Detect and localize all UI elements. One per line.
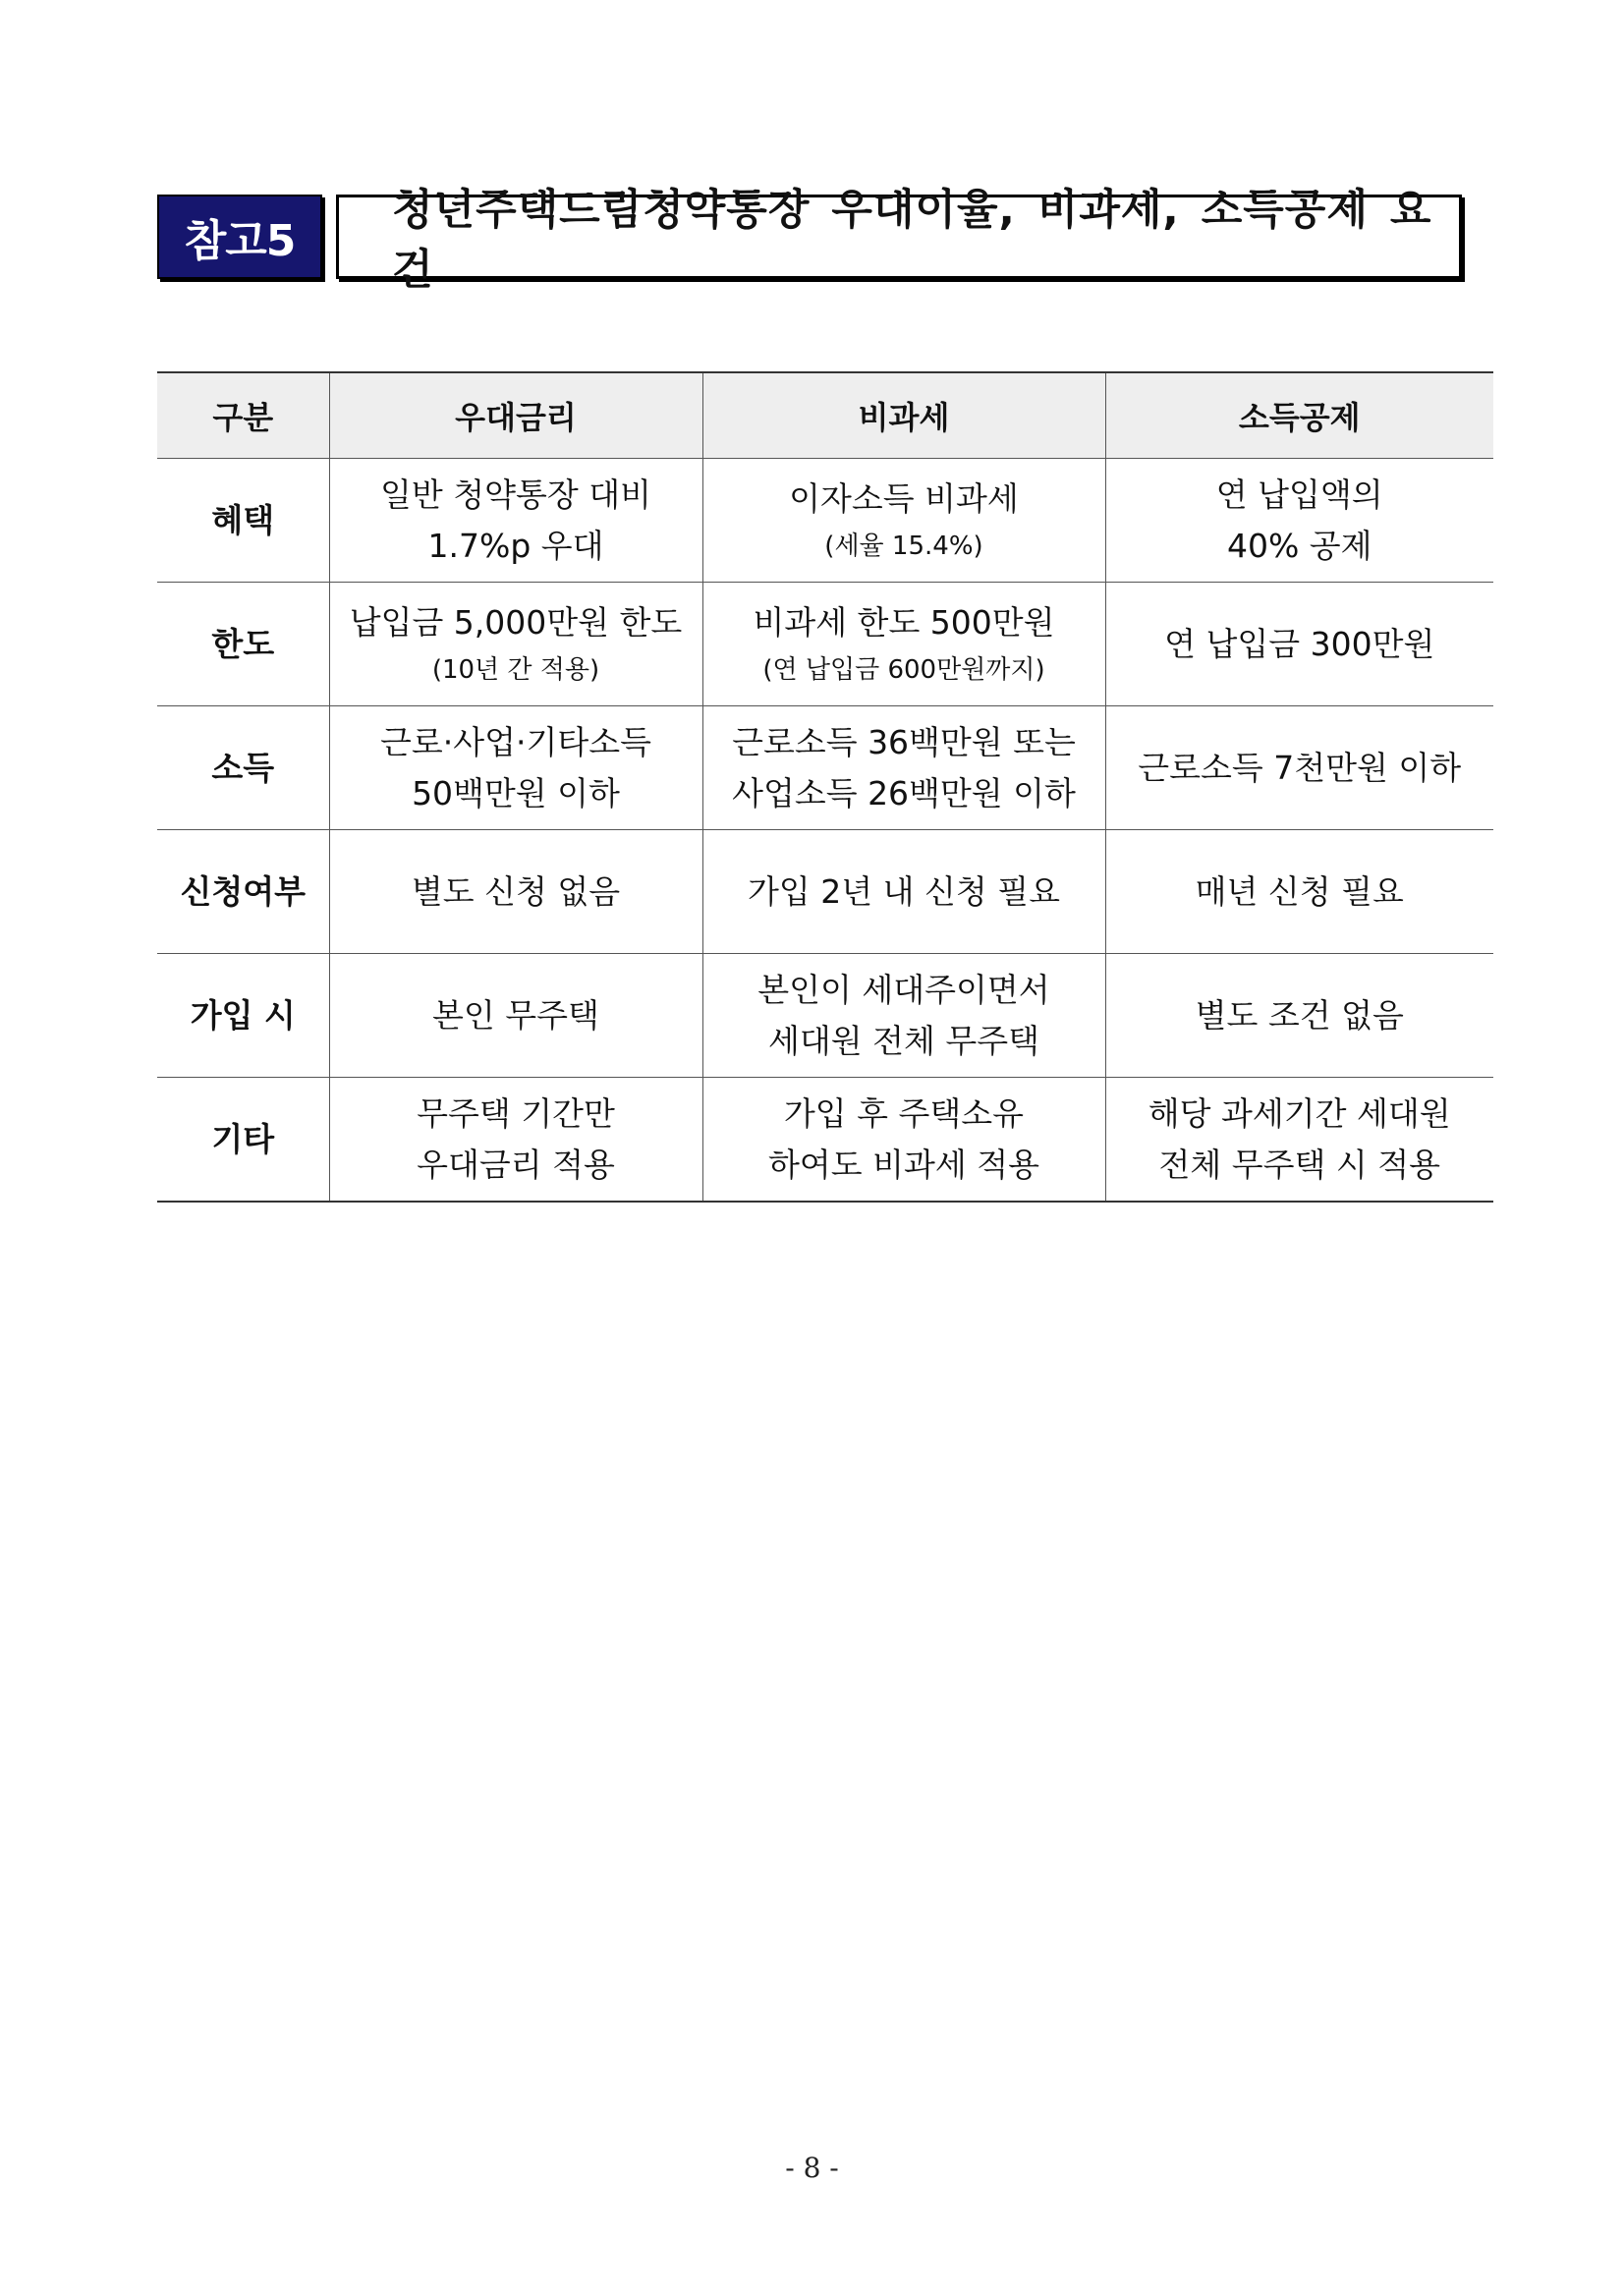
- cell-text: 이자소득 비과세: [789, 478, 1019, 518]
- table-cell: [1105, 706, 1493, 830]
- row-header: 소득: [157, 706, 329, 830]
- table-cell: [702, 706, 1105, 830]
- cell-text: 50백만원 이하: [412, 773, 620, 812]
- cell-text: 매년 신청 필요: [1195, 871, 1404, 911]
- cell-text: 별도 신청 없음: [411, 871, 621, 911]
- table-cell: [1105, 583, 1493, 706]
- table-cell: [329, 706, 702, 830]
- table-row-application: [157, 830, 1493, 954]
- requirements-table: [157, 371, 1493, 1203]
- table-row-benefit: [157, 459, 1493, 583]
- table-row-limit: [157, 583, 1493, 706]
- row-header: 가입 시: [157, 954, 329, 1078]
- cell-text: 가입 2년 내 신청 필요: [748, 871, 1060, 911]
- page-number: - 8 -: [785, 2152, 839, 2184]
- table-cell: [329, 459, 702, 583]
- column-header-preferential-rate: 우대금리: [329, 372, 702, 459]
- cell-text: 근로소득 36백만원 또는: [732, 722, 1076, 761]
- table-cell: [702, 1078, 1105, 1203]
- cell-text: 근로·사업·기타소득: [379, 722, 651, 761]
- cell-text: 본인이 세대주이면서: [757, 970, 1050, 1009]
- table-cell: [702, 459, 1105, 583]
- table-row-income: [157, 706, 1493, 830]
- table-row-enrollment: [157, 954, 1493, 1078]
- table-cell: [1105, 954, 1493, 1078]
- cell-text: 일반 청약통장 대비: [379, 475, 651, 514]
- table-cell: [1105, 1078, 1493, 1203]
- reference-badge: 참고5: [157, 195, 322, 279]
- cell-note: (연 납입금 600만원까지): [762, 654, 1045, 685]
- cell-text: 전체 무주택 시 적용: [1158, 1145, 1440, 1184]
- cell-text: 비과세 한도 500만원: [753, 602, 1055, 642]
- row-header: 신청여부: [157, 830, 329, 954]
- row-header: 혜택: [157, 459, 329, 583]
- table-row-other: [157, 1078, 1493, 1203]
- column-header-income-deduction: 소득공제: [1105, 372, 1493, 459]
- cell-note: (세율 15.4%): [824, 531, 983, 561]
- cell-note: (10년 간 적용): [431, 654, 600, 685]
- table-cell: [702, 954, 1105, 1078]
- cell-text: 별도 조건 없음: [1195, 995, 1404, 1035]
- cell-text: 1.7%p 우대: [427, 526, 604, 565]
- page-title: 청년주택드림청약통장 우대이율, 비과세, 소득공제 요건: [336, 195, 1462, 279]
- cell-text: 가입 후 주택소유: [783, 1093, 1025, 1133]
- column-header-category: 구분: [157, 372, 329, 459]
- table-cell: [702, 830, 1105, 954]
- cell-text: 세대원 전체 무주택: [767, 1021, 1039, 1060]
- cell-text: 우대금리 적용: [417, 1145, 615, 1184]
- table-cell: [329, 1078, 702, 1203]
- cell-text: 해당 과세기간 세대원: [1148, 1093, 1451, 1133]
- cell-text: 근로소득 7천만원 이하: [1138, 748, 1462, 787]
- cell-text: 연 납입금 300만원: [1164, 624, 1435, 663]
- table-header-row: [157, 372, 1493, 459]
- table-cell: [329, 830, 702, 954]
- row-header: 한도: [157, 583, 329, 706]
- table-cell: [1105, 459, 1493, 583]
- cell-text: 사업소득 26백만원 이하: [732, 773, 1076, 812]
- column-header-tax-exemption: 비과세: [702, 372, 1105, 459]
- cell-text: 본인 무주택: [432, 995, 599, 1035]
- table-cell: [329, 954, 702, 1078]
- cell-text: 무주택 기간만: [417, 1093, 615, 1133]
- cell-text: 40% 공제: [1226, 526, 1372, 565]
- table-cell: [702, 583, 1105, 706]
- table-cell: [1105, 830, 1493, 954]
- table-cell: [329, 583, 702, 706]
- row-header: 기타: [157, 1078, 329, 1203]
- cell-text: 하여도 비과세 적용: [767, 1145, 1039, 1184]
- cell-text: 납입금 5,000만원 한도: [349, 602, 683, 642]
- cell-text: 연 납입액의: [1215, 475, 1383, 514]
